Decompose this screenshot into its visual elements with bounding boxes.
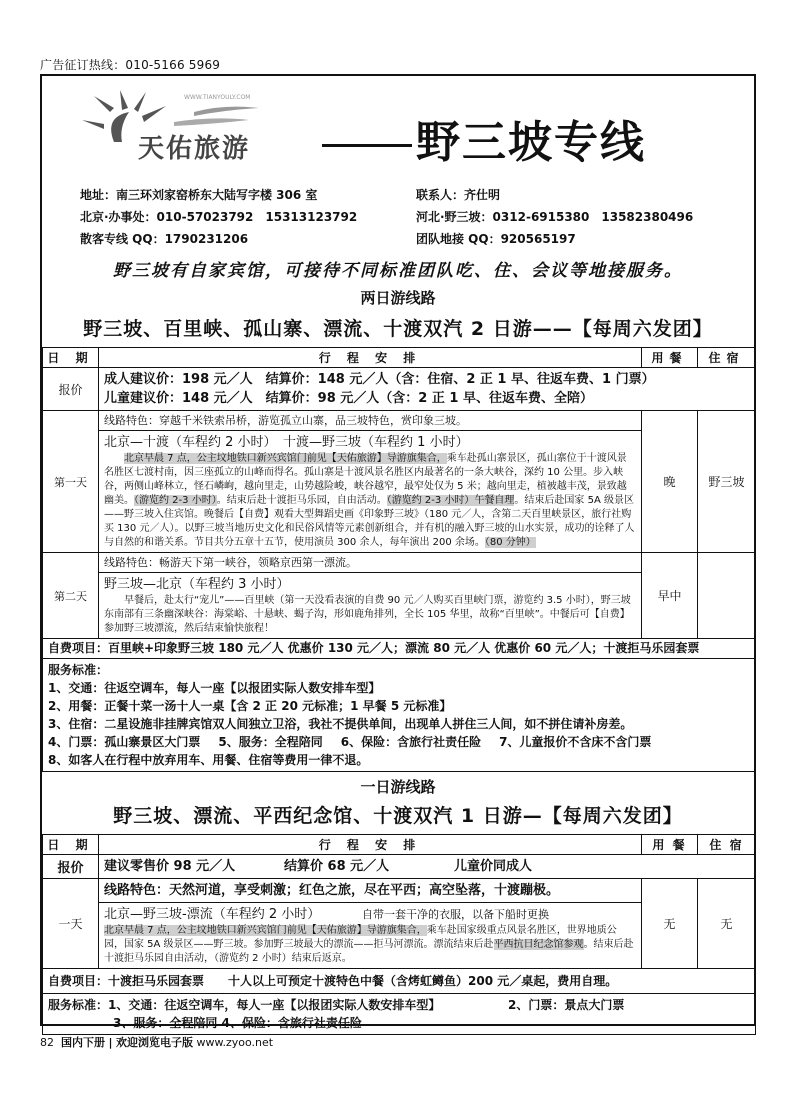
service-item: 5、服务：全程陪同 xyxy=(218,735,323,749)
page-number: 82 xyxy=(40,1036,54,1049)
service-item: 3、服务：全程陪同 4、保险：含旅行社责任险 xyxy=(113,1016,362,1030)
price-label: 报价 xyxy=(43,855,99,879)
day1-description: 北京早晨 7 点，公主坟地铁口新兴宾馆门前见【天佑旅游】导游旗集合，乘车赴孤山寨景区，孤山寨位于十渡风景名胜区七渡村南，因三座孤立的山峰而得名。孤山寨是十渡风景名胜区内最著名的一条大峡谷，深约 10 公里。步入峡谷，两侧山峰林立，怪石嶙峋，越向里走，山势越险峻，峡谷越窄，最窄处仅为 5 米；越向里走，植被越丰茂，景致越幽美。（游览约 2-3 小时）。结束后赴十渡拒马乐园，自由活动。（游览约 2-3 小时）午餐自理。结束后赴国家 5A 级景区——野三坡入住宾馆。晚餐后【自费】观看大型舞蹈史画《印象野三坡》（180 元／人，含第二天百里峡景区，旅行社购买 130 元／人）。以野三坡当地历史文化和民俗风情等元素创新组合，并有机的融入野三坡的山水实景，成功的诠释了人与自然的和谐关系。节目共分五章十五节，使用演员 300 余人，每年演出 200 余场。（80 分钟） xyxy=(104,453,635,548)
two-day-self-pay: 自费项目：百里峡+印象野三坡 180 元／人 优惠价 130 元／人；漂流 80 元／人 优惠价 60 元／人；十渡拒马乐园套票 xyxy=(43,639,756,659)
one-day-stay: 无 xyxy=(698,879,756,969)
day1-stay: 野三坡 xyxy=(698,411,756,553)
day2-meal: 早中 xyxy=(642,553,698,639)
header-meal: 用餐 xyxy=(642,348,698,368)
day1-label: 第一天 xyxy=(43,411,99,553)
slogan: 野三坡有自家宾馆，可接待不同标准团队吃、住、会议等地接服务。 xyxy=(113,261,683,281)
self-pay-label: 自费项目： xyxy=(48,974,109,988)
one-day-label: 一天 xyxy=(43,879,99,969)
self-pay-item: 十渡拒马乐园套票 xyxy=(108,974,205,988)
day1-feature: 线路特色：穿越千米铁索吊桥，游览孤立山寨，品三坡特色，赏印象三坡。 xyxy=(104,414,467,427)
qq-individual: 散客专线 QQ：1790231206 xyxy=(80,232,249,246)
title-dash xyxy=(322,144,412,147)
header-stay: 住宿 xyxy=(698,348,756,368)
day1-meal: 晚 xyxy=(642,411,698,553)
ad-hotline: 广告征订热线：010-5166 5969 xyxy=(40,58,221,72)
table-header-row xyxy=(43,348,756,368)
footer-url[interactable]: www.zyoo.net xyxy=(196,1036,274,1049)
service-item: 8、如客人在行程中放弃用车、用餐、住宿等费用一律不退。 xyxy=(48,753,369,767)
service-item: 1、交通：往返空调车，每人一座【以报团实际人数安排车型】 xyxy=(108,998,441,1012)
table-header-row xyxy=(43,835,756,855)
page-frame xyxy=(40,74,756,1030)
header-date: 日 期 xyxy=(43,348,99,368)
one-day-meal: 无 xyxy=(642,879,698,969)
header-stay: 住 宿 xyxy=(698,835,756,855)
day2-feature: 线路特色：畅游天下第一峡谷，领略京西第一漂流。 xyxy=(104,556,357,569)
one-day-description: 北京早晨 7 点，公主坟地铁口新兴宾馆门前见【天佑旅游】导游旗集合，乘车赴国家级重点风景名胜区，世界地质公园，国家 5A 级景区——野三坡。参加野三坡最大的漂流——拒马河漂流。漂流结束后赴平西抗日纪念馆参观。结束后赴十渡拒马乐园自由活动，（游览约 2 小时）结束后返京。 xyxy=(104,925,634,964)
footer-separator: | xyxy=(108,1036,113,1049)
price-row xyxy=(43,855,756,879)
service-item: 3、住宿：二星设施非挂牌宾馆双人间独立卫浴，我社不提供单间，出现单人拼住三人间，如不拼住请补房差。 xyxy=(48,717,633,731)
day1-route: 北京—十渡（车程约 2 小时） 十渡—野三坡（车程约 1 小时） xyxy=(104,435,469,450)
service-item: 2、用餐：正餐十菜一汤十人一桌【含 2 正 20 元标准；1 早餐 5 元标准】 xyxy=(48,699,452,713)
page-footer xyxy=(40,1034,273,1050)
beijing-office: 北京·办事处：010-57023792 15313123792 xyxy=(80,210,358,224)
one-day-row xyxy=(43,879,756,969)
day1-row xyxy=(43,411,756,553)
hebei-office: 河北·野三坡：0312-6915380 13582380496 xyxy=(416,210,694,224)
one-day-table xyxy=(42,834,756,1035)
address: 地址：南三环刘家窑桥东大陆写字楼 306 室 xyxy=(80,188,318,202)
header-meal: 用 餐 xyxy=(642,835,698,855)
header-itinerary: 行 程 安 排 xyxy=(99,348,642,368)
services-row xyxy=(43,659,756,772)
price-child: 儿童建议价：148 元／人 结算价：98 元／人（含：2 正 1 早、往返车费、全陪） xyxy=(104,391,593,406)
header xyxy=(42,76,754,186)
one-day-route-title: 野三坡、漂流、平西纪念馆、十渡双汽 1 日游—【每周六发团】 xyxy=(113,805,683,827)
footer-browse: 欢迎浏览电子版 xyxy=(116,1036,194,1049)
contact-person: 联系人：齐仕明 xyxy=(416,188,501,202)
qq-group: 团队地接 QQ：920565197 xyxy=(416,232,576,246)
price-adult: 成人建议价：198 元／人 结算价：148 元／人（含：住宿、2 正 1 早、往返车费、1 门票） xyxy=(104,372,655,387)
one-day-route: 北京—野三坡-漂流（车程约 2 小时） xyxy=(104,907,321,922)
page-title-text: 野三坡专线 xyxy=(416,117,646,168)
two-day-heading: 两日游线路 xyxy=(360,289,436,307)
header-date: 日 期 xyxy=(43,835,99,855)
header-itinerary: 行 程 安 排 xyxy=(99,835,642,855)
services-title: 服务标准： xyxy=(48,663,109,677)
one-day-route-note: 自带一套干净的衣服，以备下船时更换 xyxy=(362,908,549,921)
one-day-feature: 线路特色：天然河道，享受刺激；红色之旅，尽在平西；高空坠落，十渡蹦极。 xyxy=(104,883,560,898)
day2-row xyxy=(43,553,756,639)
one-day-heading: 一日游线路 xyxy=(360,778,436,796)
day2-description: 早餐后，赴太行“宠儿”——百里峡（第一天没看表演的自费 90 元／人购买百里峡门票，游览约 3.5 小时），野三坡东南部有三条幽深峡谷：海棠峪、十悬峡、蝎子沟，形如鹿角排列，全长 105 华里，故称“百里峡”。中餐后可【自费】参加野三坡漂流，然后结束愉快旅程！ xyxy=(104,595,631,634)
self-pay-item: 十人以上可预定十渡特色中餐（含烤虹鳟鱼）200 元／桌起，费用自理。 xyxy=(228,974,618,988)
company-logo xyxy=(74,82,304,177)
service-item: 1、交通：往返空调车，每人一座【以报团实际人数安排车型】 xyxy=(48,681,381,695)
price-label: 报价 xyxy=(43,368,99,411)
logo-text: 天佑旅游 xyxy=(138,134,251,164)
footer-section: 国内下册 xyxy=(61,1036,105,1049)
two-day-table xyxy=(42,347,756,772)
service-item: 4、门票：孤山寨景区大门票 xyxy=(48,735,201,749)
logo-url: WWW.TIANYOULY.COM xyxy=(184,94,251,101)
service-item: 7、儿童报价不含床不含门票 xyxy=(499,735,652,749)
price-settle: 结算价 68 元／人 xyxy=(284,859,390,874)
services-row xyxy=(43,994,756,1035)
services-label: 服务标准： xyxy=(48,998,109,1012)
page-title xyxy=(322,106,646,170)
service-item: 2、门票：景点大门票 xyxy=(508,998,625,1012)
service-item: 6、保险：含旅行社责任险 xyxy=(340,735,482,749)
contact-info xyxy=(80,184,754,250)
self-pay-row xyxy=(43,969,756,994)
self-pay-row xyxy=(43,639,756,659)
price-child: 儿童价同成人 xyxy=(454,859,533,874)
price-retail: 建议零售价 98 元／人 xyxy=(104,859,236,874)
day2-label: 第二天 xyxy=(43,553,99,639)
two-day-route-title: 野三坡、百里峡、孤山寨、漂流、十渡双汽 2 日游——【每周六发团】 xyxy=(83,318,713,340)
day2-route: 野三坡—北京（车程约 3 小时） xyxy=(104,577,290,592)
price-row xyxy=(43,368,756,411)
day2-stay xyxy=(698,553,756,639)
